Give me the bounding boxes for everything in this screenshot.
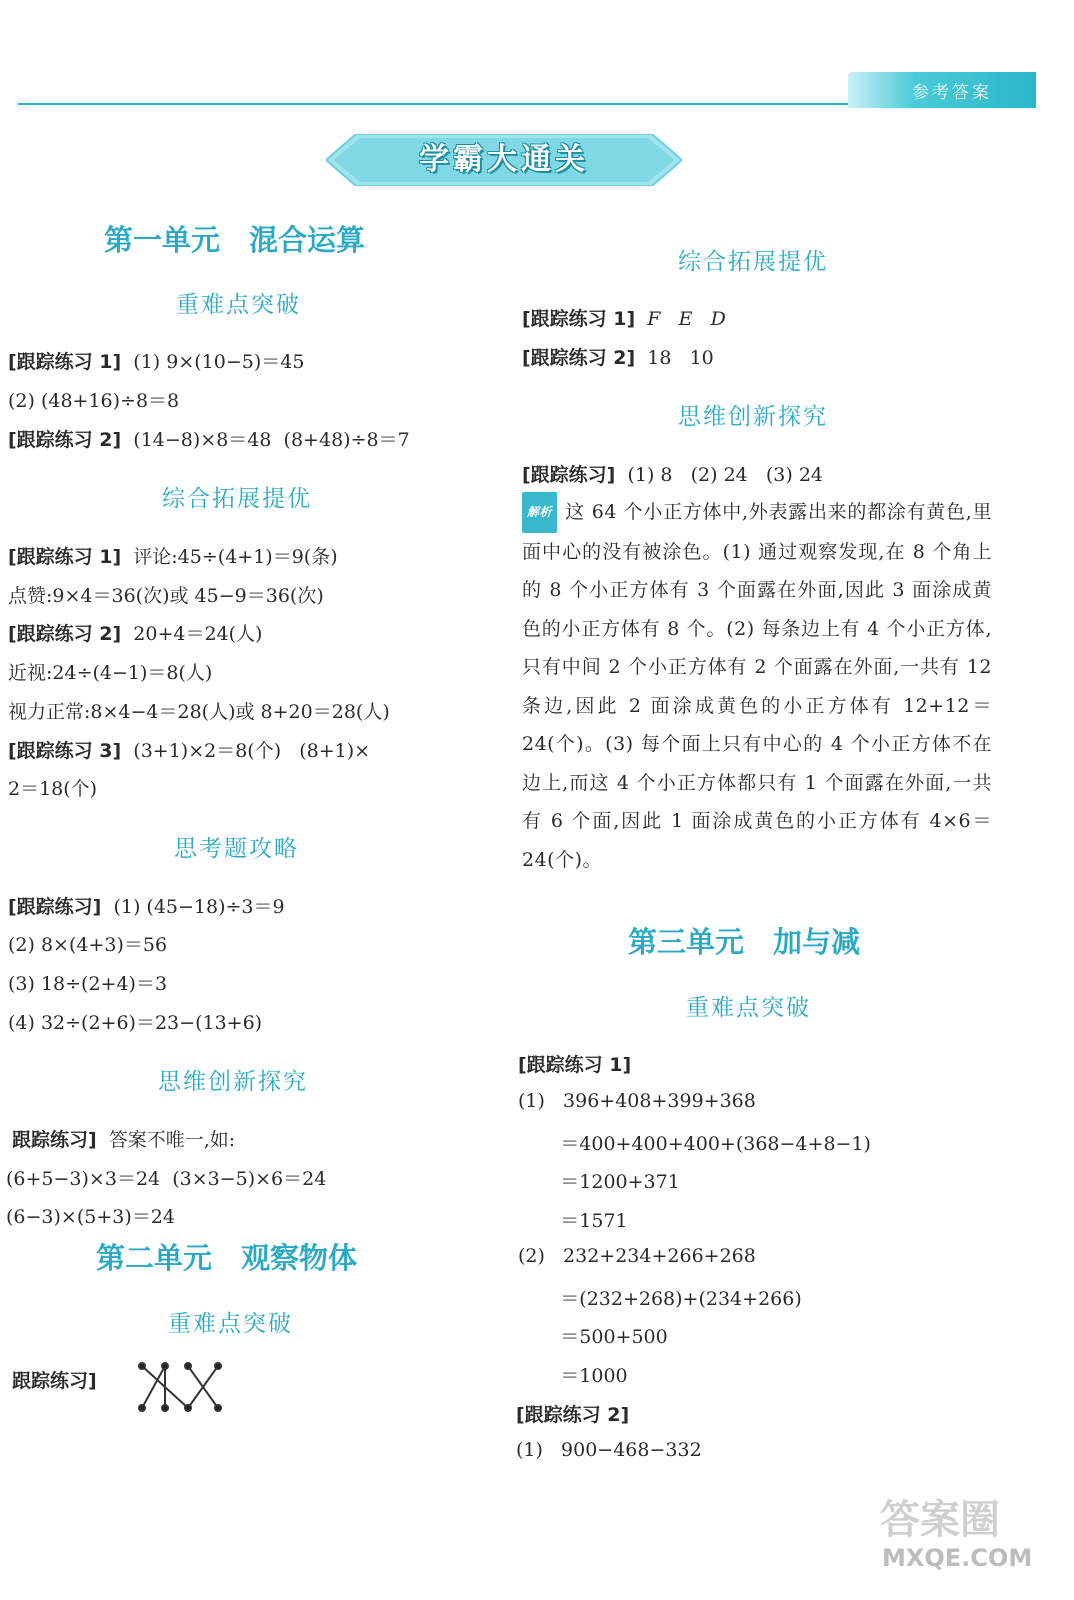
calc-line: ＝1200+371 xyxy=(518,1171,680,1193)
left-sec2-title: 综合拓展提优 xyxy=(162,486,312,512)
answer-line: [跟踪练习] (1) 8 (2) 24 (3) 24 xyxy=(522,464,823,486)
answer-line: [跟踪练习 1] F E D xyxy=(522,308,726,330)
answer-line: [跟踪练习 2] xyxy=(516,1404,630,1426)
left-sec3-title: 思考题攻略 xyxy=(174,836,299,862)
answer-line: [跟踪练习 1] (1) 9×(10−5)＝45 xyxy=(8,351,305,373)
unit2-title: 第二单元 观察物体 xyxy=(96,1241,358,1275)
answer-line: [跟踪练习 1] xyxy=(518,1054,632,1076)
answer-line: (2) 8×(4+3)＝56 xyxy=(8,934,168,956)
answer-line: 2＝18(个) xyxy=(8,778,98,800)
analysis-badge: 解析 xyxy=(522,492,557,533)
answer-line: [跟踪练习 2] (14−8)×8＝48 (8+48)÷8＝7 xyxy=(8,429,410,451)
analysis-paragraph: 解析 这 64 个小正方体中,外表露出来的都涂有黄色,里面中心的没有被涂色。(1) 通过观察发现,在 8 个角上的 8 个小正方体有 3 个面露在外面,因此 3 面涂成黄色的小正方体有 8 个。(2) 每条边上有 4 个小正方体,只有中间 2 个小正方体有 2 个面露在外面,一共有 12 条边,因此 2 面涂成黄色的小正方体有 12+12＝24(个)。(3) 每个面上只有中心的 4 个小正方体不在边上,而这 4 个小正方体都只有 1 个面露在外面,一共有 6 个面,因此 1 面涂成黄色的小正方体有 4×6＝24(个)。 xyxy=(522,492,992,879)
answer-line: (2) (48+16)÷8＝8 xyxy=(8,390,180,412)
header-rule xyxy=(18,103,848,105)
left-sec4-title: 思维创新探究 xyxy=(158,1069,308,1095)
title-banner xyxy=(326,134,682,186)
left-sec5-title: 重难点突破 xyxy=(168,1311,293,1337)
banner-title: 学霸大通关 xyxy=(419,142,589,177)
matching-lines-diagram xyxy=(130,1358,230,1418)
unit3-title: 第三单元 加与减 xyxy=(628,925,861,959)
answer-line: [跟踪练习 3] (3+1)×2＝8(个) (8+1)× xyxy=(8,740,371,762)
left-sec1-title: 重难点突破 xyxy=(176,292,301,318)
answer-line: 跟踪练习] 答案不唯一,如: xyxy=(12,1129,236,1151)
calc-line: ＝400+400+400+(368−4+8−1) xyxy=(518,1133,871,1155)
answer-line: (6+5−3)×3＝24 (3×3−5)×6＝24 xyxy=(6,1168,327,1190)
answer-line: [跟踪练习 1] 评论:45÷(4+1)＝9(条) xyxy=(8,546,338,568)
answer-line: (6−3)×(5+3)＝24 xyxy=(6,1206,175,1228)
unit1-title: 第一单元 混合运算 xyxy=(104,223,366,257)
calc-line: (1) 900−468−332 xyxy=(516,1439,702,1461)
answer-line: 点赞:9×4＝36(次)或 45−9＝36(次) xyxy=(8,585,324,607)
right-sec2-title: 思维创新探究 xyxy=(678,404,828,430)
watermark-logo: 答案圈 xyxy=(880,1497,1000,1543)
right-sec3-title: 重难点突破 xyxy=(686,995,811,1021)
answer-line: 近视:24÷(4−1)＝8(人) xyxy=(8,662,213,684)
calc-line: ＝500+500 xyxy=(518,1326,668,1348)
header-tab: 参考答案 xyxy=(848,72,1036,108)
watermark-url: MXQE.COM xyxy=(882,1544,1033,1572)
answer-line: [跟踪练习 2] 20+4＝24(人) xyxy=(8,623,263,645)
answer-line: [跟踪练习 2] 18 10 xyxy=(522,347,714,369)
watermark xyxy=(880,1488,1055,1588)
right-sec1-title: 综合拓展提优 xyxy=(678,249,828,275)
calc-line: (2) 232+234+266+268 xyxy=(518,1245,756,1267)
answer-line: 跟踪练习] xyxy=(12,1370,97,1392)
calc-line: ＝(232+268)+(234+266) xyxy=(518,1288,802,1310)
answer-line: (4) 32÷(2+6)＝23−(13+6) xyxy=(8,1012,263,1034)
answer-line: 视力正常:8×4−4＝28(人)或 8+20＝28(人) xyxy=(8,701,390,723)
answer-line: [跟踪练习] (1) (45−18)÷3＝9 xyxy=(8,896,285,918)
calc-line: (1) 396+408+399+368 xyxy=(518,1090,756,1112)
calc-line: ＝1000 xyxy=(518,1365,628,1387)
answer-line: (3) 18÷(2+4)＝3 xyxy=(8,973,168,995)
calc-line: ＝1571 xyxy=(518,1210,628,1232)
